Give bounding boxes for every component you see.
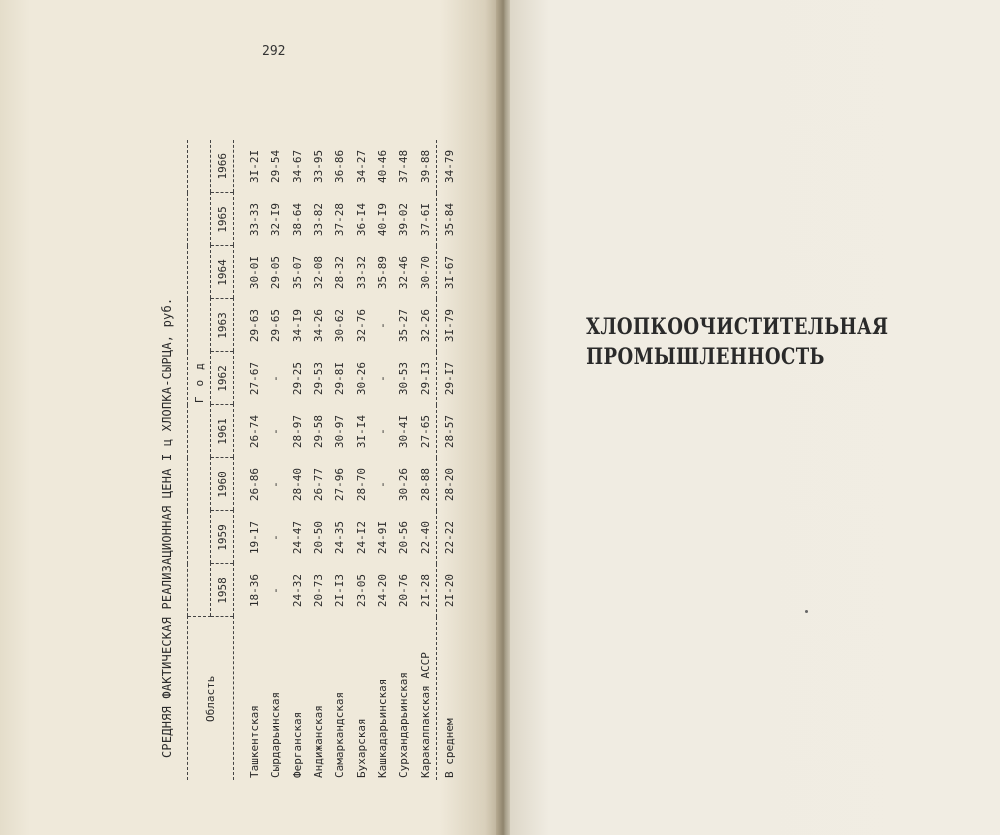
price-cell: 20-50	[312, 520, 326, 555]
price-cell: 23-05	[354, 573, 368, 608]
price-cell: 20-76	[397, 573, 411, 608]
right-page	[510, 0, 1000, 835]
price-cell: 33-82	[312, 202, 326, 237]
price-cell: 19-17	[248, 520, 262, 555]
table-body	[234, 140, 437, 780]
table-caption: СРЕДНЯЯ ФАКТИЧЕСКАЯ РЕАЛИЗАЦИОННАЯ ЦЕНА I ц ХЛОПКА-СЫРЦА, руб.	[160, 297, 174, 758]
year-header-1964: 1964	[211, 246, 234, 299]
price-cell: 36-I4	[354, 202, 368, 237]
average-cell: 28-57	[436, 405, 463, 458]
table-row	[265, 140, 286, 780]
price-cell: 24-47	[290, 520, 304, 555]
price-cell: 29-65	[269, 308, 283, 343]
average-label: В среднем	[436, 617, 463, 780]
price-cell: 24-32	[290, 573, 304, 608]
price-cell: 22-40	[418, 520, 432, 555]
table-row	[393, 140, 414, 780]
average-cell: 22-22	[436, 511, 463, 564]
region-name: Каракалпакская АССР	[418, 652, 432, 778]
page-number: 292	[262, 44, 286, 59]
price-cell: 32-08	[312, 255, 326, 290]
table-row	[234, 140, 266, 780]
price-cell: 30-0I	[248, 255, 262, 290]
table-row	[372, 140, 393, 780]
price-cell: 40-I9	[375, 202, 389, 237]
price-cell: 29-58	[312, 414, 326, 449]
section-title	[586, 312, 889, 372]
price-cell: -	[375, 322, 389, 329]
table-row	[414, 140, 436, 780]
price-cell: 33-33	[248, 202, 262, 237]
price-cell: 24-35	[333, 520, 347, 555]
price-cell: 30-70	[418, 255, 432, 290]
average-cell: 2I-20	[436, 564, 463, 617]
price-cell: 38-64	[290, 202, 304, 237]
region-name: Ташкентская	[248, 705, 262, 778]
average-cell: 3I-79	[436, 299, 463, 352]
section-title-line-2: ПРОМЫШЛЕННОСТЬ	[586, 344, 825, 370]
price-cell: 29-8I	[333, 361, 347, 396]
price-cell: 34-I9	[290, 308, 304, 343]
price-cell: 26-77	[312, 467, 326, 502]
rotated-table-block	[160, 140, 457, 780]
price-cell: 30-4I	[397, 414, 411, 449]
region-name: Сырдарьинская	[269, 691, 283, 778]
average-cell: 3I-67	[436, 246, 463, 299]
price-cell: 27-65	[418, 414, 432, 449]
table-row	[350, 140, 371, 780]
price-cell: 20-56	[397, 520, 411, 555]
price-cell: 34-26	[312, 308, 326, 343]
price-cell: 3I-2I	[248, 149, 262, 184]
region-column-header: Область	[188, 617, 234, 780]
price-cell: -	[269, 428, 283, 435]
price-cell: 30-26	[397, 467, 411, 502]
table-row	[287, 140, 308, 780]
average-cell: 29-I7	[436, 352, 463, 405]
price-cell: -	[269, 375, 283, 382]
price-cell: 35-07	[290, 255, 304, 290]
average-cell: 28-20	[436, 458, 463, 511]
average-cell: 34-79	[436, 140, 463, 193]
year-header-1959: 1959	[211, 511, 234, 564]
price-cell: 28-40	[290, 467, 304, 502]
price-cell: 39-88	[418, 149, 432, 184]
price-cell: 24-20	[375, 573, 389, 608]
price-cell: 39-02	[397, 202, 411, 237]
region-name: Самаркандская	[333, 691, 347, 778]
price-cell: 32-26	[418, 308, 432, 343]
price-cell: -	[375, 375, 389, 382]
price-cell: 26-74	[248, 414, 262, 449]
price-cell: 29-53	[312, 361, 326, 396]
year-header-1963: 1963	[211, 299, 234, 352]
price-cell: 30-26	[354, 361, 368, 396]
price-cell: -	[269, 534, 283, 541]
price-cell: 28-70	[354, 467, 368, 502]
price-cell: 27-67	[248, 361, 262, 396]
price-cell: 29-63	[248, 308, 262, 343]
price-cell: 29-05	[269, 255, 283, 290]
price-cell: 35-89	[375, 255, 389, 290]
price-cell: -	[375, 481, 389, 488]
price-cell: 32-76	[354, 308, 368, 343]
price-cell: 2I-28	[418, 573, 432, 608]
price-cell: 34-27	[354, 149, 368, 184]
price-cell: 30-97	[333, 414, 347, 449]
region-name: Андижанская	[312, 705, 326, 778]
price-cell: -	[375, 428, 389, 435]
price-cell: 37-28	[333, 202, 347, 237]
average-cell: 35-84	[436, 193, 463, 246]
price-cell: 37-48	[397, 149, 411, 184]
price-cell: 2I-I3	[333, 573, 347, 608]
ink-speck	[805, 610, 808, 613]
price-cell: 28-97	[290, 414, 304, 449]
price-cell: 33-32	[354, 255, 368, 290]
price-cell: -	[269, 587, 283, 594]
price-cell: 34-67	[290, 149, 304, 184]
region-name: Сурхандарьинская	[397, 672, 411, 778]
price-cell: -	[269, 481, 283, 488]
price-cell: 32-I9	[269, 202, 283, 237]
price-table	[187, 140, 463, 780]
price-cell: 29-25	[290, 361, 304, 396]
year-header-1960: 1960	[211, 458, 234, 511]
price-cell: 3I-I4	[354, 414, 368, 449]
price-cell: 24-9I	[375, 520, 389, 555]
section-title-line-1: ХЛОПКООЧИСТИТЕЛЬНАЯ	[586, 314, 889, 340]
price-cell: 29-I3	[418, 361, 432, 396]
price-cell: 18-36	[248, 573, 262, 608]
price-cell: 28-88	[418, 467, 432, 502]
year-header-1966: 1966	[211, 140, 234, 193]
table-row	[308, 140, 329, 780]
region-name: Бухарская	[354, 718, 368, 778]
region-name: Ферганская	[290, 711, 304, 778]
price-cell: 36-86	[333, 149, 347, 184]
price-cell: 33-95	[312, 149, 326, 184]
price-cell: 28-32	[333, 255, 347, 290]
table-row	[329, 140, 350, 780]
price-cell: 32-46	[397, 255, 411, 290]
year-group-header: Год	[188, 140, 211, 617]
year-header-1962: 1962	[211, 352, 234, 405]
price-cell: 37-6I	[418, 202, 432, 237]
year-header-1965: 1965	[211, 193, 234, 246]
price-cell: 29-54	[269, 149, 283, 184]
year-header-1958: 1958	[211, 564, 234, 617]
price-cell: 27-96	[333, 467, 347, 502]
year-header-1961: 1961	[211, 405, 234, 458]
price-cell: 20-73	[312, 573, 326, 608]
region-name: Кашкадарьинская	[375, 678, 389, 778]
price-cell: 30-62	[333, 308, 347, 343]
price-cell: 35-27	[397, 308, 411, 343]
price-cell: 26-86	[248, 467, 262, 502]
price-cell: 24-I2	[354, 520, 368, 555]
price-cell: 30-53	[397, 361, 411, 396]
average-row	[436, 140, 463, 780]
price-cell: 40-46	[375, 149, 389, 184]
